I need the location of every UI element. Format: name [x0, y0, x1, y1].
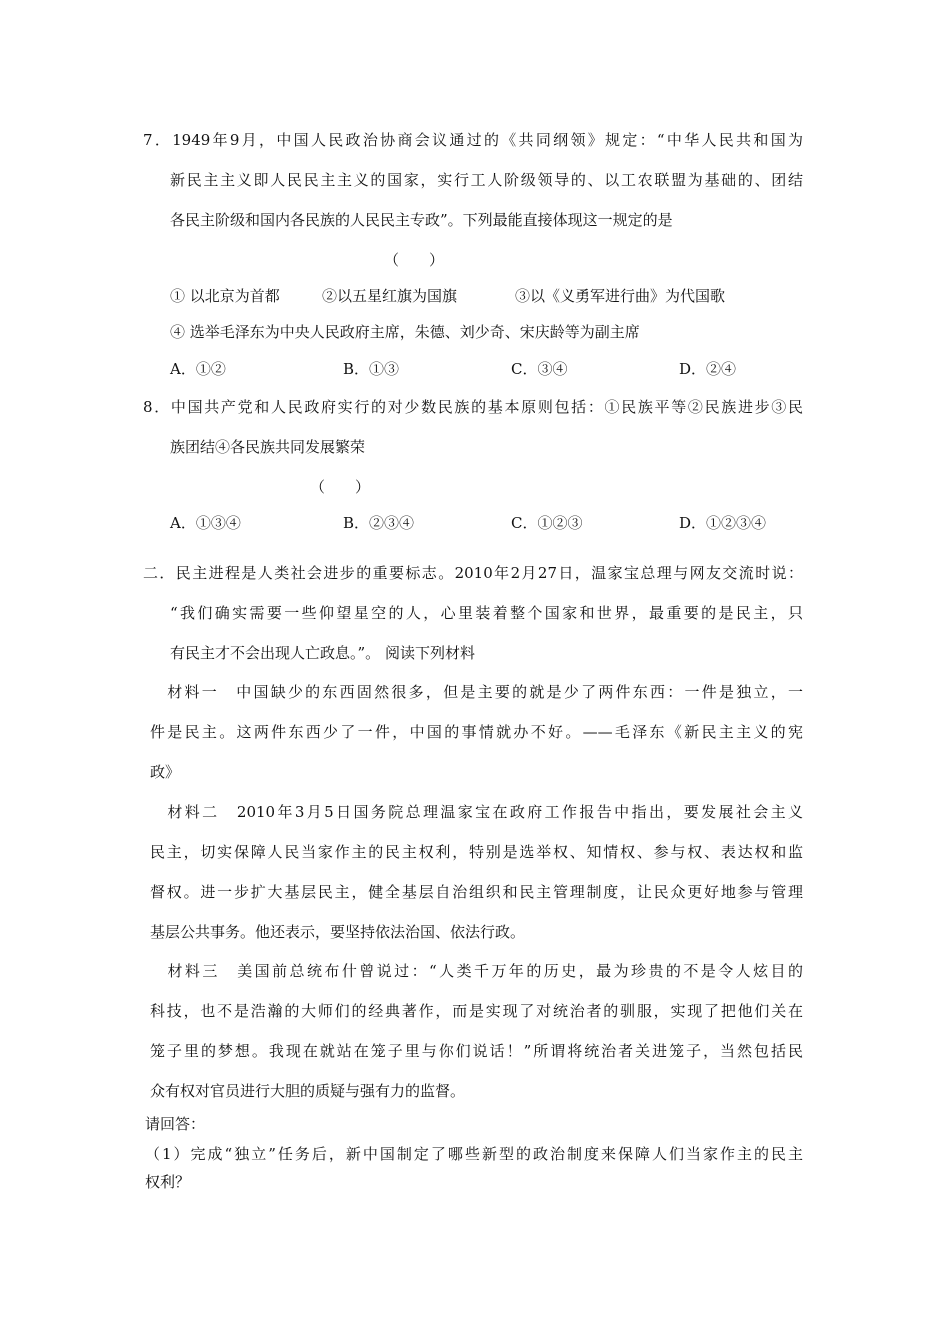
- material-3-line-2: 科技，也不是浩瀚的大师们的经典著作，而是实现了对统治者的驯服，实现了把他们关在: [150, 1002, 803, 1020]
- q7-item-3: ③以《义勇军进行曲》为代国歌: [515, 287, 726, 305]
- q7-option-d: D．②④: [679, 360, 737, 378]
- q8-answer-blank: （ ）: [310, 478, 371, 496]
- section2-intro-line-3: 有民主才不会出现人亡政息。”。 阅读下列材料: [170, 644, 475, 662]
- q8-option-d: D．①②③④: [679, 514, 767, 532]
- material-1-line-1: 材料一 中国缺少的东西固然很多，但是主要的就是少了两件东西：一件是独立，一: [150, 683, 803, 701]
- material-2-line-3: 督权。进一步扩大基层民主，健全基层自治组织和民主管理制度，让民众更好地参与管理: [150, 883, 803, 901]
- material-3-line-1: 材料三 美国前总统布什曾说过：“人类千万年的历史，最为珍贵的不是令人炫目的: [150, 962, 803, 980]
- q7-item-2: ②以五星红旗为国旗: [322, 287, 458, 305]
- material-2-line-2: 民主，切实保障人民当家作主的民主权利，特别是选举权、知情权、参与权、表达权和监: [150, 843, 803, 861]
- q7-option-b: B．①③: [343, 360, 400, 378]
- section2-intro-line-1: 二．民主进程是人类社会进步的重要标志。2010年2月27日，温家宝总理与网友交流时说：: [143, 564, 803, 582]
- material-2-line-1: 材料二 2010年3月5日国务院总理温家宝在政府工作报告中指出，要发展社会主义: [150, 803, 803, 821]
- q8-option-b: B．②③④: [343, 514, 415, 532]
- q8-option-a: A．①③④: [170, 514, 241, 532]
- section2-intro-line-2: “我们确实需要一些仰望星空的人，心里装着整个国家和世界，最重要的是民主，只: [170, 604, 803, 622]
- q7-stem-line-1: 7．1949年9月，中国人民政治协商会议通过的《共同纲领》规定：“中华人民共和国为: [143, 131, 803, 149]
- material-3-line-4: 众有权对官员进行大胆的质疑与强有力的监督。: [150, 1082, 466, 1100]
- q7-stem-line-3: 各民主阶级和国内各民族的人民民主专政”。下列最能直接体现这一规定的是: [170, 211, 673, 229]
- subquestion-1-line-1: （1）完成“独立”任务后，新中国制定了哪些新型的政治制度来保障人们当家作主的民主: [145, 1145, 803, 1163]
- q7-stem-line-2: 新民主主义即人民民主主义的国家，实行工人阶级领导的、以工农联盟为基础的、团结: [170, 171, 803, 189]
- q8-option-c: C．①②③: [511, 514, 583, 532]
- material-1-line-2: 件是民主。这两件东西少了一件，中国的事情就办不好。——毛泽东《新民主主义的宪: [150, 723, 803, 741]
- please-answer-label: 请回答：: [145, 1115, 206, 1133]
- q8-stem-line-2: 族团结④各民族共同发展繁荣: [170, 438, 366, 456]
- q8-stem-line-1: 8．中国共产党和人民政府实行的对少数民族的基本原则包括：①民族平等②民族进步③民: [143, 398, 803, 416]
- q7-item-4: ④ 选举毛泽东为中央人民政府主席，朱德、刘少奇、宋庆龄等为副主席: [170, 323, 640, 341]
- material-2-line-4: 基层公共事务。他还表示，要坚持依法治国、依法行政。: [150, 923, 526, 941]
- q7-option-c: C．③④: [511, 360, 568, 378]
- subquestion-1-line-2: 权利？: [145, 1173, 191, 1191]
- q7-answer-blank: （ ）: [384, 251, 445, 269]
- material-3-line-3: 笼子里的梦想。我现在就站在笼子里与你们说话！”所谓将统治者关进笼子，当然包括民: [150, 1042, 803, 1060]
- q7-item-1: ① 以北京为首都: [170, 287, 280, 305]
- material-1-line-3: 政》: [150, 763, 181, 781]
- q7-option-a: A．①②: [170, 360, 226, 378]
